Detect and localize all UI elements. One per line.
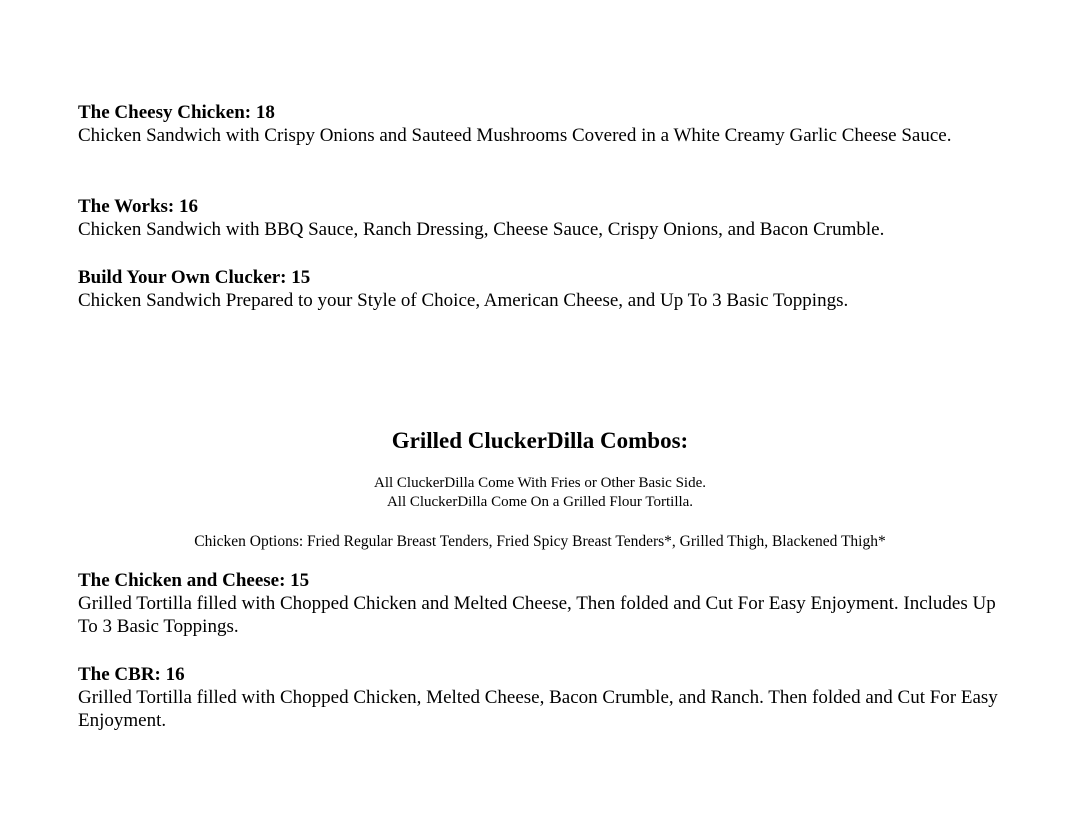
menu-item-title: The CBR: 16: [78, 664, 185, 685]
menu-item-description: Chicken Sandwich with Crispy Onions and Sauteed Mushrooms Covered in a White Creamy Garlic Cheese Sauce.: [78, 125, 952, 146]
chicken-options-text: Chicken Options: Fried Regular Breast Tenders, Fried Spicy Breast Tenders*, Grilled Thigh, Blackened Thigh*: [194, 533, 886, 550]
menu-item-description: Grilled Tortilla filled with Chopped Chicken and Melted Cheese, Then folded and Cut For Easy Enjoyment. Includes Up To 3 Basic Toppings.: [78, 593, 996, 637]
section-note-side: All CluckerDilla Come With Fries or Other Basic Side.: [374, 475, 706, 491]
menu-item-title: The Chicken and Cheese: 15: [78, 570, 310, 591]
menu-item-title: The Works: 16: [78, 196, 199, 217]
menu-item-description: Chicken Sandwich with BBQ Sauce, Ranch Dressing, Cheese Sauce, Crispy Onions, and Bacon Crumble.: [78, 219, 885, 240]
section-note-tortilla: All CluckerDilla Come On a Grilled Flour Tortilla.: [386, 494, 694, 510]
menu-item-cheesy-chicken: [78, 101, 1008, 147]
menu-item-the-works: [78, 195, 1008, 241]
menu-item-title: The Cheesy Chicken: 18: [78, 102, 275, 123]
menu-item-build-your-own-clucker: [78, 266, 1008, 312]
menu-item-description: Grilled Tortilla filled with Chopped Chicken, Melted Cheese, Bacon Crumble, and Ranch. Then folded and Cut For Easy Enjoyment.: [78, 687, 998, 731]
section-heading-cluckerdilla: Grilled CluckerDilla Combos:: [391, 428, 689, 453]
menu-item-chicken-and-cheese: [78, 569, 1008, 638]
menu-item-description: Chicken Sandwich Prepared to your Style of Choice, American Cheese, and Up To 3 Basic Toppings.: [78, 290, 849, 311]
menu-item-cbr: [78, 663, 1008, 732]
menu-item-title: Build Your Own Clucker: 15: [78, 267, 311, 288]
